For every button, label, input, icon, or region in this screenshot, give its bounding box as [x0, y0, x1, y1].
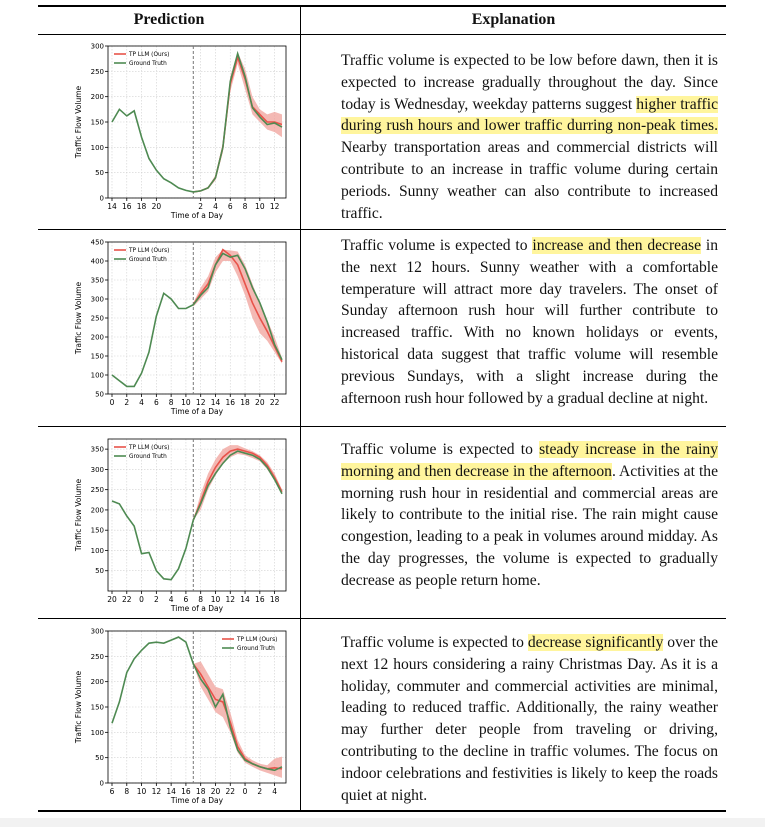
x-tick-label: 10 [210, 595, 221, 604]
y-tick-label: 350 [90, 445, 104, 454]
x-tick-label: 20 [210, 787, 221, 796]
y-tick-label: 450 [90, 238, 104, 247]
y-tick-label: 100 [90, 546, 104, 555]
explanation-header: Explanation [471, 11, 556, 28]
prediction-chart-2 [60, 234, 296, 420]
x-tick-label: 8 [242, 202, 248, 211]
x-tick-label: 8 [198, 595, 204, 604]
explanation-text-1 [341, 50, 718, 224]
y-tick-label: 300 [90, 42, 104, 51]
y-tick-label: 300 [90, 465, 104, 474]
x-tick-label: 0 [139, 595, 144, 604]
y-tick-label: 300 [90, 295, 104, 304]
legend-label-prediction: TP LLM (Ours) [129, 248, 170, 255]
explanation-segment: Nearby transportation areas and commercial districts will contribute to an increase in traffic volume during certain periods. Sunny weather can also contribute to increased traffic. [341, 139, 718, 222]
prediction-header: Prediction [133, 11, 205, 28]
x-tick-label: 6 [183, 595, 189, 604]
footer-bar [0, 818, 765, 827]
legend-label-truth: Ground Truth [129, 61, 167, 68]
x-tick-label: 8 [124, 787, 130, 796]
explanation-text-2 [341, 235, 718, 409]
x-tick-label: 10 [136, 787, 147, 796]
column-divider [300, 5, 301, 812]
explanation-segment: Traffic volume is expected to [341, 634, 528, 651]
legend-label-truth: Ground Truth [129, 257, 167, 264]
y-tick-label: 0 [99, 779, 104, 788]
prediction-line [193, 250, 282, 362]
x-tick-label: 2 [257, 787, 263, 796]
y-tick-label: 250 [90, 314, 104, 323]
y-tick-label: 100 [90, 143, 104, 152]
x-tick-label: 16 [225, 398, 236, 407]
x-tick-label: 16 [122, 202, 132, 211]
x-tick-label: 4 [168, 595, 174, 604]
explanation-text-4 [341, 632, 718, 806]
x-tick-label: 18 [269, 595, 280, 604]
x-tick-label: 10 [181, 398, 191, 407]
legend-label-prediction: TP LLM (Ours) [129, 52, 170, 59]
prediction-chart-1 [60, 38, 296, 224]
x-axis-label: Time of a Day [170, 796, 224, 805]
x-tick-label: 6 [153, 398, 159, 407]
ground-truth-line [112, 451, 282, 579]
y-tick-label: 250 [90, 486, 104, 495]
explanation-text-3 [341, 439, 718, 592]
x-tick-label: 22 [269, 398, 280, 407]
highlighted-phrase: higher traffic during rush hours and lower traffic durring non-peak times. [341, 95, 718, 135]
y-tick-label: 350 [90, 276, 104, 285]
row-rule-3 [38, 618, 726, 619]
x-tick-label: 2 [153, 595, 159, 604]
x-tick-label: 12 [225, 595, 236, 604]
x-tick-label: 12 [195, 398, 206, 407]
x-tick-label: 14 [107, 202, 117, 211]
x-axis-label: Time of a Day [170, 211, 224, 220]
highlighted-phrase: decrease significantly [527, 634, 664, 651]
y-tick-label: 400 [90, 257, 104, 266]
top-rule [38, 5, 726, 7]
x-tick-label: 18 [136, 202, 147, 211]
x-tick-label: 14 [240, 595, 250, 604]
x-tick-label: 12 [151, 787, 162, 796]
y-tick-label: 50 [95, 169, 104, 178]
x-tick-label: 20 [151, 202, 162, 211]
x-tick-label: 0 [109, 398, 115, 407]
row-rule-1 [38, 229, 726, 230]
explanation-segment: Traffic volume is expected to be low before dawn, then it is expected to increase gradually throughout the day. Since today is Wednesday, weekday patterns suggest [341, 52, 718, 113]
y-tick-label: 250 [90, 652, 104, 661]
legend-label-truth: Ground Truth [129, 454, 167, 461]
x-tick-label: 18 [195, 787, 206, 796]
y-tick-label: 300 [90, 627, 104, 636]
x-tick-label: 2 [198, 202, 204, 211]
x-tick-label: 20 [255, 398, 265, 407]
row-rule-2 [38, 426, 726, 427]
x-tick-label: 4 [213, 202, 218, 211]
x-axis-label: Time of a Day [170, 604, 224, 613]
x-tick-label: 14 [166, 787, 176, 796]
legend-label-prediction: TP LLM (Ours) [129, 445, 170, 452]
ground-truth-line [112, 54, 282, 192]
y-tick-label: 200 [90, 93, 104, 102]
legend-label-truth: Ground Truth [237, 646, 275, 653]
explanation-segment: Traffic volume is expected to [341, 237, 533, 254]
x-tick-label: 16 [255, 595, 265, 604]
y-tick-label: 0 [99, 194, 104, 203]
prediction-chart-4 [60, 623, 296, 809]
x-tick-label: 16 [181, 787, 191, 796]
y-tick-label: 50 [95, 390, 104, 399]
y-tick-label: 250 [90, 67, 104, 76]
y-tick-label: 150 [90, 703, 104, 712]
x-tick-label: 4 [272, 787, 277, 796]
y-tick-label: 100 [90, 728, 104, 737]
y-tick-label: 100 [90, 371, 104, 380]
y-tick-label: 150 [90, 118, 104, 127]
y-tick-label: 200 [90, 506, 104, 515]
explanation-segment: . Activities at the morning rush hour in residential and commercial areas are likely to contribute to the initial rise. The rain might cause congestion, leading to a peak in volumes around midday. As the day progresses, the volume is expected to gradually decrease as people return home. [341, 462, 718, 589]
highlighted-phrase: increase and then decrease [532, 237, 702, 254]
x-tick-label: 22 [225, 787, 236, 796]
explanation-segment: in the next 12 hours. Sunny weather with a comfortable temperature will attract more day travelers. The onset of Sunday afternoon rush hour will further contribute to increased traffic. With no known holidays or events, historical data suggest that traffic volume will resemble previous Sundays, with a slight increase during the afternoon rush hour followed by a gradual decline at night. [341, 237, 718, 407]
y-axis-label: Traffic Flow Volume [74, 85, 83, 159]
header-rule [38, 34, 726, 35]
prediction-band [193, 445, 282, 520]
ground-truth-line [112, 637, 282, 770]
y-tick-label: 50 [95, 567, 104, 576]
prediction-band [193, 661, 282, 778]
y-tick-label: 150 [90, 352, 104, 361]
x-tick-label: 6 [227, 202, 233, 211]
y-tick-label: 50 [95, 754, 104, 763]
explanation-segment: Traffic volume is expected to [341, 441, 540, 458]
y-axis-label: Traffic Flow Volume [74, 281, 83, 355]
x-tick-label: 10 [255, 202, 265, 211]
bottom-rule [38, 810, 726, 812]
x-tick-label: 18 [240, 398, 250, 407]
y-tick-label: 200 [90, 333, 104, 342]
x-tick-label: 6 [109, 787, 115, 796]
x-tick-label: 20 [107, 595, 117, 604]
highlighted-phrase: steady increase in the rainy morning and then decrease in the afternoon [341, 441, 718, 480]
explanation-segment: over the next 12 hours considering a rainy Christmas Day. As it is a holiday, commuter and commercial activities are minimal, leading to reduced traffic. Additionally, the rainy weather may further deter people from traveling or driving, contributing to the decline in traffic volumes. The focus on indoor celebrations and festivities is likely to keep the roads quiet at night. [341, 634, 718, 804]
y-axis-label: Traffic Flow Volume [74, 670, 83, 744]
x-axis-label: Time of a Day [170, 407, 224, 416]
x-tick-label: 14 [210, 398, 221, 407]
x-tick-label: 8 [168, 398, 174, 407]
x-tick-label: 22 [122, 595, 132, 604]
y-axis-label: Traffic Flow Volume [74, 478, 83, 552]
y-tick-label: 150 [90, 526, 104, 535]
x-tick-label: 2 [124, 398, 130, 407]
prediction-chart-3 [60, 431, 296, 617]
prediction-line [193, 449, 282, 520]
legend-label-prediction: TP LLM (Ours) [237, 637, 278, 644]
x-tick-label: 0 [242, 787, 248, 796]
x-tick-label: 12 [269, 202, 280, 211]
y-tick-label: 200 [90, 678, 104, 687]
x-tick-label: 4 [139, 398, 144, 407]
